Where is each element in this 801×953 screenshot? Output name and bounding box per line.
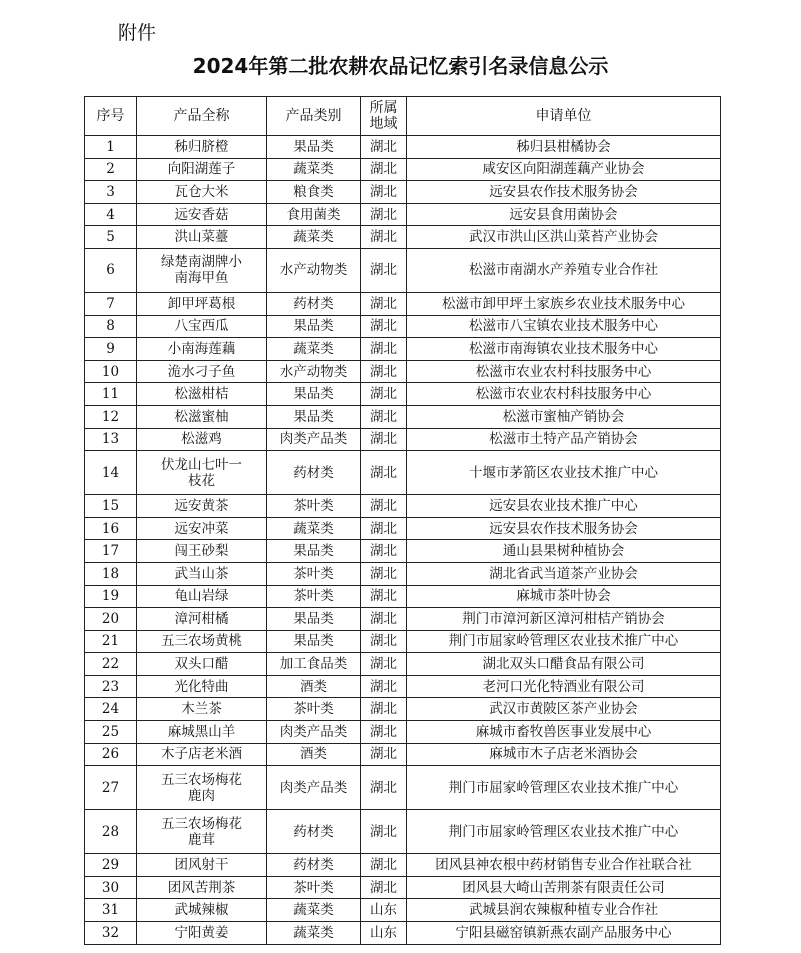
row-region-cell: 湖北 bbox=[361, 360, 407, 383]
table-row bbox=[85, 766, 721, 810]
row-no-cell: 21 bbox=[85, 630, 137, 653]
row-no-cell: 32 bbox=[85, 922, 137, 945]
row-region-cell: 湖北 bbox=[361, 517, 407, 540]
row-name-cell bbox=[137, 158, 267, 181]
row-name-cell bbox=[137, 766, 267, 810]
product-name: 松滋柑桔 bbox=[174, 386, 229, 403]
row-no-cell: 28 bbox=[85, 810, 137, 854]
row-unit-cell: 武汉市洪山区洪山菜苔产业协会 bbox=[407, 226, 721, 249]
row-name-cell bbox=[137, 338, 267, 361]
row-region-cell: 湖北 bbox=[361, 158, 407, 181]
header-name: 产品全称 bbox=[137, 97, 267, 136]
row-category-cell: 果品类 bbox=[267, 630, 361, 653]
row-category-cell: 茶叶类 bbox=[267, 562, 361, 585]
attachment-label: 附件 bbox=[118, 22, 157, 44]
row-unit-cell: 宁阳县磁窑镇新燕农副产品服务中心 bbox=[407, 922, 721, 945]
row-category-cell: 水产动物类 bbox=[267, 248, 361, 292]
row-unit-cell: 荆门市屈家岭管理区农业技术推广中心 bbox=[407, 810, 721, 854]
row-no-cell: 7 bbox=[85, 292, 137, 315]
row-region-cell: 湖北 bbox=[361, 876, 407, 899]
row-category-cell: 蔬菜类 bbox=[267, 226, 361, 249]
row-category-cell: 茶叶类 bbox=[267, 876, 361, 899]
row-no-cell: 10 bbox=[85, 360, 137, 383]
row-region-cell: 山东 bbox=[361, 899, 407, 922]
row-unit-cell: 咸安区向阳湖莲藕产业协会 bbox=[407, 158, 721, 181]
row-no-cell: 8 bbox=[85, 315, 137, 338]
product-name: 松滋鸡 bbox=[181, 431, 222, 448]
row-unit-cell: 远安县农业技术推广中心 bbox=[407, 495, 721, 518]
row-name-cell bbox=[137, 562, 267, 585]
row-name-cell bbox=[137, 698, 267, 721]
row-no-cell: 29 bbox=[85, 854, 137, 877]
product-name: 麻城黑山羊 bbox=[167, 723, 236, 740]
row-no-cell: 31 bbox=[85, 899, 137, 922]
row-region-cell: 湖北 bbox=[361, 451, 407, 495]
row-name-cell bbox=[137, 675, 267, 698]
row-region-cell: 湖北 bbox=[361, 540, 407, 563]
row-name-cell bbox=[137, 360, 267, 383]
row-unit-cell: 麻城市木子店老米酒协会 bbox=[407, 743, 721, 766]
row-unit-cell: 松滋市南海镇农业技术服务中心 bbox=[407, 338, 721, 361]
product-name: 洪山菜薹 bbox=[174, 229, 229, 246]
row-region-cell: 湖北 bbox=[361, 608, 407, 631]
row-no-cell: 11 bbox=[85, 383, 137, 406]
product-name: 双头口醋 bbox=[174, 656, 229, 673]
row-region-cell: 湖北 bbox=[361, 136, 407, 159]
row-region-cell: 湖北 bbox=[361, 315, 407, 338]
row-region-cell: 湖北 bbox=[361, 181, 407, 204]
header-region-label: 所属地域 bbox=[369, 100, 398, 132]
row-no-cell: 5 bbox=[85, 226, 137, 249]
row-no-cell: 3 bbox=[85, 181, 137, 204]
row-name-cell bbox=[137, 136, 267, 159]
row-category-cell: 肉类产品类 bbox=[267, 766, 361, 810]
row-no-cell: 24 bbox=[85, 698, 137, 721]
header-no: 序号 bbox=[85, 97, 137, 136]
row-category-cell: 果品类 bbox=[267, 315, 361, 338]
row-category-cell: 茶叶类 bbox=[267, 698, 361, 721]
row-no-cell: 14 bbox=[85, 451, 137, 495]
row-name-cell bbox=[137, 495, 267, 518]
row-region-cell: 湖北 bbox=[361, 585, 407, 608]
table-row bbox=[85, 585, 721, 608]
row-category-cell: 水产动物类 bbox=[267, 360, 361, 383]
product-name: 伏龙山七叶一枝花 bbox=[161, 456, 242, 489]
table-row bbox=[85, 451, 721, 495]
table-row bbox=[85, 158, 721, 181]
row-unit-cell: 十堰市茅箭区农业技术推广中心 bbox=[407, 451, 721, 495]
table-row bbox=[85, 743, 721, 766]
product-name: 武城辣椒 bbox=[174, 902, 229, 919]
row-name-cell bbox=[137, 226, 267, 249]
row-name-cell bbox=[137, 405, 267, 428]
row-no-cell: 6 bbox=[85, 248, 137, 292]
row-category-cell: 肉类产品类 bbox=[267, 428, 361, 451]
row-region-cell: 湖北 bbox=[361, 383, 407, 406]
row-unit-cell: 麻城市茶叶协会 bbox=[407, 585, 721, 608]
row-category-cell: 果品类 bbox=[267, 405, 361, 428]
row-name-cell bbox=[137, 248, 267, 292]
table-row bbox=[85, 562, 721, 585]
product-name: 漳河柑橘 bbox=[174, 610, 229, 627]
product-name: 洈水刁子鱼 bbox=[167, 363, 236, 380]
row-region-cell: 山东 bbox=[361, 922, 407, 945]
product-name: 武当山茶 bbox=[174, 565, 229, 582]
row-region-cell: 湖北 bbox=[361, 203, 407, 226]
table-row bbox=[85, 136, 721, 159]
product-name: 卸甲坪葛根 bbox=[167, 295, 236, 312]
row-category-cell: 药材类 bbox=[267, 854, 361, 877]
table-row bbox=[85, 338, 721, 361]
row-region-cell: 湖北 bbox=[361, 743, 407, 766]
row-no-cell: 4 bbox=[85, 203, 137, 226]
row-unit-cell: 武汉市黄陂区茶产业协会 bbox=[407, 698, 721, 721]
row-region-cell: 湖北 bbox=[361, 854, 407, 877]
page-title: 2024年第二批农耕农品记忆索引名录信息公示 bbox=[192, 54, 609, 78]
product-name: 木兰茶 bbox=[181, 701, 222, 718]
product-name: 团风苦荆茶 bbox=[167, 879, 236, 896]
row-no-cell: 26 bbox=[85, 743, 137, 766]
row-category-cell: 蔬菜类 bbox=[267, 338, 361, 361]
row-unit-cell: 荆门市屈家岭管理区农业技术推广中心 bbox=[407, 766, 721, 810]
table-row bbox=[85, 922, 721, 945]
header-region bbox=[361, 97, 407, 136]
table-row bbox=[85, 899, 721, 922]
header-unit: 申请单位 bbox=[407, 97, 721, 136]
row-category-cell: 果品类 bbox=[267, 608, 361, 631]
table-row bbox=[85, 383, 721, 406]
table-row bbox=[85, 360, 721, 383]
row-no-cell: 25 bbox=[85, 721, 137, 744]
row-category-cell: 酒类 bbox=[267, 675, 361, 698]
table-row bbox=[85, 181, 721, 204]
product-name: 向阳湖莲子 bbox=[167, 161, 236, 178]
row-unit-cell: 远安县食用菌协会 bbox=[407, 203, 721, 226]
row-name-cell bbox=[137, 653, 267, 676]
table-row bbox=[85, 721, 721, 744]
product-name: 小南海莲藕 bbox=[167, 340, 236, 357]
product-name: 绿楚南湖牌小南海甲鱼 bbox=[161, 254, 242, 287]
table-row bbox=[85, 405, 721, 428]
table-row bbox=[85, 292, 721, 315]
table-row bbox=[85, 630, 721, 653]
row-region-cell: 湖北 bbox=[361, 428, 407, 451]
table-row bbox=[85, 428, 721, 451]
row-name-cell bbox=[137, 899, 267, 922]
row-no-cell: 30 bbox=[85, 876, 137, 899]
row-name-cell bbox=[137, 585, 267, 608]
row-name-cell bbox=[137, 181, 267, 204]
row-region-cell: 湖北 bbox=[361, 495, 407, 518]
table-row bbox=[85, 653, 721, 676]
row-name-cell bbox=[137, 630, 267, 653]
row-unit-cell: 松滋市土特产品产销协会 bbox=[407, 428, 721, 451]
row-unit-cell: 荆门市漳河新区漳河柑桔产销协会 bbox=[407, 608, 721, 631]
row-region-cell: 湖北 bbox=[361, 766, 407, 810]
row-unit-cell: 团风县大崎山苦荆茶有限责任公司 bbox=[407, 876, 721, 899]
row-name-cell bbox=[137, 292, 267, 315]
row-region-cell: 湖北 bbox=[361, 338, 407, 361]
row-no-cell: 20 bbox=[85, 608, 137, 631]
product-name: 八宝西瓜 bbox=[174, 318, 229, 335]
header-row bbox=[85, 97, 721, 136]
row-no-cell: 13 bbox=[85, 428, 137, 451]
row-unit-cell: 远安县农作技术服务协会 bbox=[407, 181, 721, 204]
table-row bbox=[85, 876, 721, 899]
table-row bbox=[85, 810, 721, 854]
row-unit-cell: 荆门市屈家岭管理区农业技术推广中心 bbox=[407, 630, 721, 653]
row-no-cell: 2 bbox=[85, 158, 137, 181]
row-name-cell bbox=[137, 540, 267, 563]
product-name: 远安黄茶 bbox=[174, 497, 229, 514]
product-name: 远安香菇 bbox=[174, 206, 229, 223]
row-region-cell: 湖北 bbox=[361, 248, 407, 292]
row-category-cell: 蔬菜类 bbox=[267, 899, 361, 922]
row-category-cell: 果品类 bbox=[267, 383, 361, 406]
row-category-cell: 果品类 bbox=[267, 540, 361, 563]
row-name-cell bbox=[137, 315, 267, 338]
roster-table bbox=[84, 96, 721, 945]
product-name: 闯王砂梨 bbox=[174, 543, 229, 560]
row-unit-cell: 松滋市农业农村科技服务中心 bbox=[407, 383, 721, 406]
row-no-cell: 23 bbox=[85, 675, 137, 698]
product-name: 松滋蜜柚 bbox=[174, 408, 229, 425]
table-row bbox=[85, 495, 721, 518]
row-region-cell: 湖北 bbox=[361, 675, 407, 698]
table-row bbox=[85, 315, 721, 338]
row-name-cell bbox=[137, 922, 267, 945]
product-name: 光化特曲 bbox=[174, 678, 229, 695]
row-name-cell bbox=[137, 608, 267, 631]
header-category: 产品类别 bbox=[267, 97, 361, 136]
product-name: 五三农场梅花鹿茸 bbox=[161, 815, 242, 848]
row-unit-cell: 通山县果树种植协会 bbox=[407, 540, 721, 563]
row-name-cell bbox=[137, 428, 267, 451]
row-name-cell bbox=[137, 383, 267, 406]
row-name-cell bbox=[137, 721, 267, 744]
table-row bbox=[85, 698, 721, 721]
table-row bbox=[85, 203, 721, 226]
row-unit-cell: 松滋市南湖水产养殖专业合作社 bbox=[407, 248, 721, 292]
product-name: 龟山岩绿 bbox=[174, 588, 229, 605]
row-category-cell: 蔬菜类 bbox=[267, 158, 361, 181]
row-no-cell: 15 bbox=[85, 495, 137, 518]
product-name: 五三农场黄桃 bbox=[161, 633, 242, 650]
row-unit-cell: 团风县神农根中药材销售专业合作社联合社 bbox=[407, 854, 721, 877]
row-unit-cell: 老河口光化特酒业有限公司 bbox=[407, 675, 721, 698]
row-name-cell bbox=[137, 743, 267, 766]
table-row bbox=[85, 540, 721, 563]
row-no-cell: 16 bbox=[85, 517, 137, 540]
row-region-cell: 湖北 bbox=[361, 653, 407, 676]
row-category-cell: 茶叶类 bbox=[267, 585, 361, 608]
row-name-cell bbox=[137, 810, 267, 854]
row-category-cell: 蔬菜类 bbox=[267, 922, 361, 945]
row-no-cell: 19 bbox=[85, 585, 137, 608]
row-region-cell: 湖北 bbox=[361, 721, 407, 744]
row-unit-cell: 秭归县柑橘协会 bbox=[407, 136, 721, 159]
table-row bbox=[85, 517, 721, 540]
row-category-cell: 酒类 bbox=[267, 743, 361, 766]
product-name: 远安冲菜 bbox=[174, 520, 229, 537]
row-region-cell: 湖北 bbox=[361, 562, 407, 585]
row-category-cell: 茶叶类 bbox=[267, 495, 361, 518]
row-unit-cell: 武城县润农辣椒种植专业合作社 bbox=[407, 899, 721, 922]
row-no-cell: 12 bbox=[85, 405, 137, 428]
row-unit-cell: 远安县农作技术服务协会 bbox=[407, 517, 721, 540]
row-unit-cell: 湖北双头口醋食品有限公司 bbox=[407, 653, 721, 676]
row-region-cell: 湖北 bbox=[361, 226, 407, 249]
product-name: 瓦仓大米 bbox=[174, 183, 229, 200]
table-row bbox=[85, 854, 721, 877]
row-name-cell bbox=[137, 517, 267, 540]
row-name-cell bbox=[137, 203, 267, 226]
row-region-cell: 湖北 bbox=[361, 810, 407, 854]
row-name-cell bbox=[137, 876, 267, 899]
product-name: 团风射干 bbox=[174, 857, 229, 874]
row-unit-cell: 松滋市农业农村科技服务中心 bbox=[407, 360, 721, 383]
row-no-cell: 18 bbox=[85, 562, 137, 585]
row-name-cell bbox=[137, 854, 267, 877]
row-category-cell: 食用菌类 bbox=[267, 203, 361, 226]
product-name: 宁阳黄姜 bbox=[174, 924, 229, 941]
row-category-cell: 蔬菜类 bbox=[267, 517, 361, 540]
row-region-cell: 湖北 bbox=[361, 292, 407, 315]
row-region-cell: 湖北 bbox=[361, 698, 407, 721]
row-no-cell: 22 bbox=[85, 653, 137, 676]
table-row bbox=[85, 226, 721, 249]
row-region-cell: 湖北 bbox=[361, 630, 407, 653]
row-category-cell: 加工食品类 bbox=[267, 653, 361, 676]
row-no-cell: 9 bbox=[85, 338, 137, 361]
row-no-cell: 27 bbox=[85, 766, 137, 810]
row-unit-cell: 松滋市蜜柚产销协会 bbox=[407, 405, 721, 428]
row-region-cell: 湖北 bbox=[361, 405, 407, 428]
row-unit-cell: 松滋市八宝镇农业技术服务中心 bbox=[407, 315, 721, 338]
row-category-cell: 药材类 bbox=[267, 451, 361, 495]
row-unit-cell: 松滋市卸甲坪土家族乡农业技术服务中心 bbox=[407, 292, 721, 315]
row-name-cell bbox=[137, 451, 267, 495]
row-category-cell: 药材类 bbox=[267, 292, 361, 315]
table-row bbox=[85, 248, 721, 292]
row-category-cell: 果品类 bbox=[267, 136, 361, 159]
table-row bbox=[85, 675, 721, 698]
product-name: 木子店老米酒 bbox=[161, 746, 242, 763]
product-name: 五三农场梅花鹿肉 bbox=[161, 771, 242, 804]
row-category-cell: 药材类 bbox=[267, 810, 361, 854]
table-row bbox=[85, 608, 721, 631]
row-unit-cell: 麻城市畜牧兽医事业发展中心 bbox=[407, 721, 721, 744]
row-no-cell: 1 bbox=[85, 136, 137, 159]
row-category-cell: 粮食类 bbox=[267, 181, 361, 204]
roster-body bbox=[85, 136, 721, 945]
product-name: 秭归脐橙 bbox=[174, 138, 229, 155]
row-no-cell: 17 bbox=[85, 540, 137, 563]
row-unit-cell: 湖北省武当道茶产业协会 bbox=[407, 562, 721, 585]
row-category-cell: 肉类产品类 bbox=[267, 721, 361, 744]
